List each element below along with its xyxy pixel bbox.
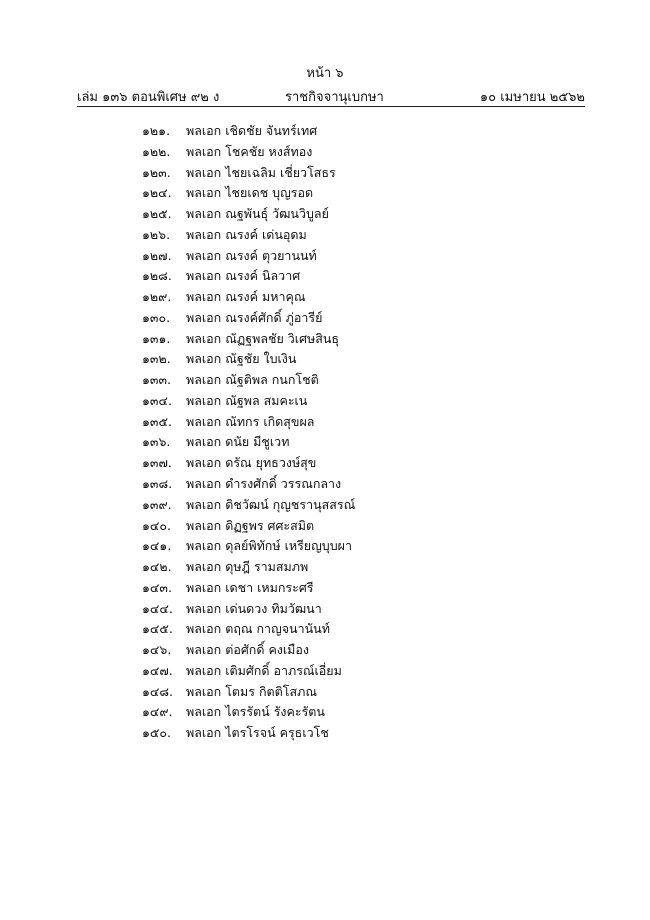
entry-name: พลเอก ไตรโรจน์ ครุธเวโช — [186, 725, 329, 741]
entry-number: ๑๓๘. — [142, 476, 173, 492]
list-item — [142, 349, 355, 370]
name-list — [142, 121, 355, 744]
list-item — [142, 266, 355, 287]
list-item — [142, 640, 355, 661]
list-item — [142, 287, 355, 308]
entry-name: พลเอก ไตรรัตน์ รังคะรัตน — [186, 704, 325, 720]
volume-info: เล่ม ๑๓๖ ตอนพิเศษ ๙๒ ง — [77, 90, 220, 105]
entry-number: ๑๔๖. — [142, 642, 172, 658]
entry-number: ๑๒๗. — [142, 247, 172, 263]
entry-name: พลเอก ดรัณ ยุทธวงษ์สุข — [186, 455, 317, 471]
entry-number: ๑๓๗. — [142, 455, 172, 471]
header-rule — [77, 106, 585, 107]
entry-name: พลเอก เชิดชัย จันทร์เทศ — [186, 123, 318, 138]
list-item — [142, 432, 355, 453]
list-item — [142, 121, 355, 142]
entry-name: พลเอก ณัฏฐพลชัย วิเศษสินธุ — [186, 330, 340, 346]
list-item — [142, 682, 355, 703]
list-item — [142, 370, 355, 391]
entry-name: พลเอก โชคชัย หงส์ทอง — [186, 143, 313, 159]
entry-name: พลเอก ณรงค์ มหาคุณ — [186, 289, 306, 305]
entry-name: พลเอก ณรงค์ ตุวยานนท์ — [186, 247, 317, 263]
list-item — [142, 495, 355, 516]
list-item — [142, 204, 355, 225]
entry-number: ๑๓๙. — [142, 496, 172, 512]
entry-name: พลเอก ไชยเฉลิม เชี่ยวโสธร — [186, 164, 336, 180]
entry-number: ๑๒๓. — [142, 164, 171, 180]
list-item — [142, 661, 355, 682]
entry-name: พลเอก ต่อศักดิ์ คงเมือง — [186, 642, 310, 658]
list-item — [142, 308, 355, 329]
entry-number: ๑๒๑. — [142, 123, 171, 138]
entry-number: ๑๒๖. — [142, 226, 171, 242]
entry-number: ๑๔๔. — [142, 600, 173, 616]
entry-number: ๑๓๒. — [142, 351, 171, 367]
entry-number: ๑๓๖. — [142, 434, 171, 450]
entry-name: พลเอก ดุลย์พิทักษ์ เหรียญบุบผา — [186, 538, 352, 554]
entry-name: พลเอก ณรงค์ นิลวาศ — [186, 268, 301, 284]
entry-number: ๑๒๕. — [142, 206, 172, 222]
entry-number: ๑๓๐. — [142, 309, 171, 325]
list-item — [142, 557, 355, 578]
entry-name: พลเอก โตมร กิตติโสภณ — [186, 683, 317, 699]
entry-name: พลเอก ดิชวัฒน์ กุญชรานุสสรณ์ — [186, 496, 356, 512]
list-item — [142, 453, 355, 474]
entry-name: พลเอก เติมศักดิ์ อาภรณ์เอี่ยม — [186, 662, 342, 678]
list-item — [142, 183, 355, 204]
page-number: หน้า ๖ — [306, 66, 344, 81]
entry-number: ๑๔๑. — [142, 538, 172, 554]
entry-number: ๑๕๐. — [142, 725, 171, 741]
entry-number: ๑๒๘. — [142, 268, 172, 284]
entry-name: พลเอก ณัฐพล สมคะเน — [186, 392, 308, 408]
entry-number: ๑๓๕. — [142, 413, 172, 429]
entry-number: ๑๒๒. — [142, 143, 171, 159]
entry-name: พลเอก ดิฏฐพร ศศะสมิต — [186, 517, 315, 533]
list-item — [142, 391, 355, 412]
entry-number: ๑๔๓. — [142, 579, 172, 595]
entry-number: ๑๒๔. — [142, 185, 172, 201]
entry-name: พลเอก เดชา เหมกระศรี — [186, 579, 314, 595]
entry-name: พลเอก ณฐพันธุ์ วัฒนวิบูลย์ — [186, 206, 329, 222]
list-item — [142, 225, 355, 246]
list-item — [142, 163, 355, 184]
entry-number: ๑๔๗. — [142, 662, 173, 678]
publication-date: ๑๐ เมษายน ๒๕๖๒ — [479, 90, 585, 105]
publication-title: ราชกิจจานุเบกษา — [285, 90, 384, 105]
entry-number: ๑๔๕. — [142, 621, 173, 637]
entry-number: ๑๓๓. — [142, 372, 171, 388]
list-item — [142, 412, 355, 433]
entry-number: ๑๔๙. — [142, 704, 173, 720]
list-item — [142, 246, 355, 267]
entry-number: ๑๓๔. — [142, 392, 172, 408]
list-item — [142, 142, 355, 163]
list-item — [142, 516, 355, 537]
entry-name: พลเอก ณรงค์ เด่นอุดม — [186, 226, 307, 242]
entry-number: ๑๓๑. — [142, 330, 171, 346]
entry-number: ๑๔๐. — [142, 517, 171, 533]
list-item — [142, 578, 355, 599]
list-item — [142, 619, 355, 640]
list-item — [142, 599, 355, 620]
entry-name: พลเอก เด่นดวง ทิมวัฒนา — [186, 600, 322, 616]
entry-number: ๑๒๙. — [142, 289, 172, 305]
entry-name: พลเอก ณัฐชัย ใบเงิน — [186, 351, 297, 367]
entry-name: พลเอก ดนัย มีชูเวท — [186, 434, 290, 450]
entry-name: พลเอก ดำรงศักดิ์ วรรณกลาง — [186, 476, 342, 492]
list-item — [142, 474, 355, 495]
entry-name: พลเอก ตฤณ กาญจนานันท์ — [186, 621, 330, 637]
page-header — [77, 89, 585, 107]
entry-name: พลเอก ณัฐติพล กนกโชติ — [186, 372, 319, 388]
list-item — [142, 329, 355, 350]
entry-name: พลเอก ไชยเดช บุญรอด — [186, 185, 314, 201]
entry-name: พลเอก ณัทกร เกิดสุขผล — [186, 413, 315, 429]
list-item — [142, 702, 355, 723]
list-item — [142, 536, 355, 557]
entry-name: พลเอก ณรงค์ศักดิ์ ภู่อารีย์ — [186, 309, 323, 325]
entry-name: พลเอก ดุษฎี รามสมภพ — [186, 559, 309, 575]
list-item — [142, 723, 355, 744]
entry-number: ๑๔๘. — [142, 683, 174, 699]
entry-number: ๑๔๒. — [142, 559, 172, 575]
